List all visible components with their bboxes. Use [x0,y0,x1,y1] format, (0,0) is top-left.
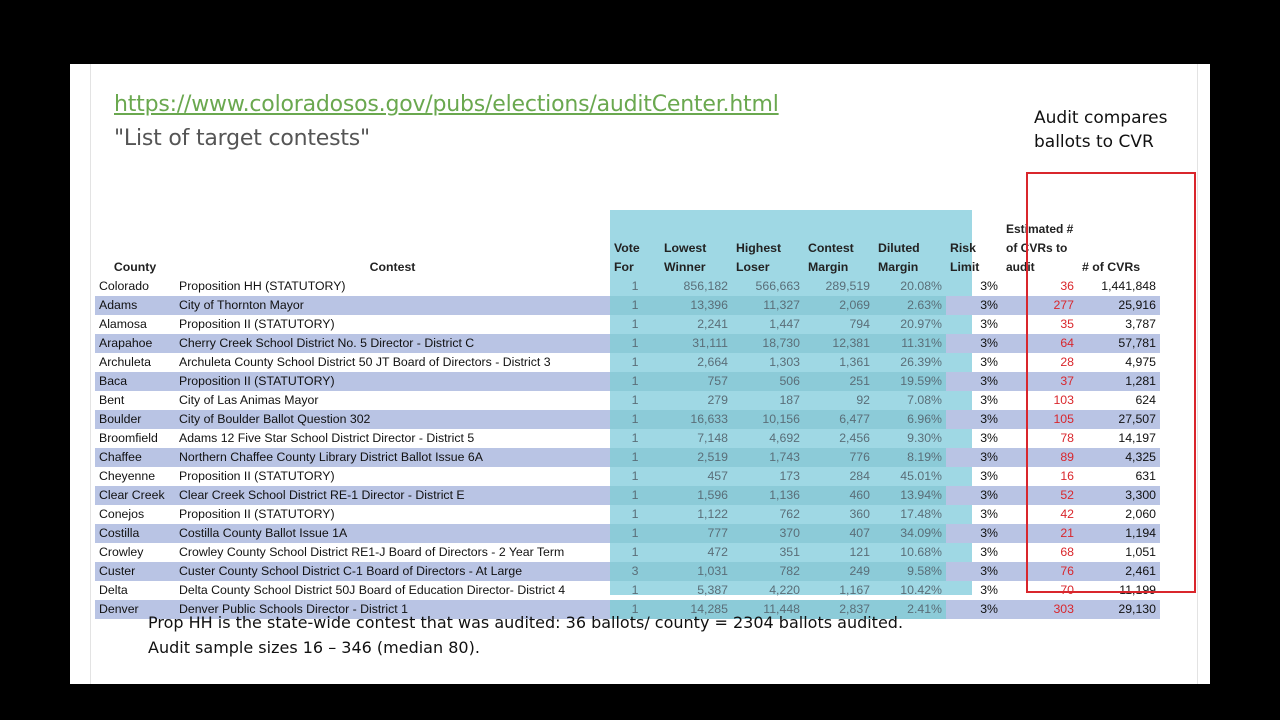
cell-risk-limit: 3% [980,431,998,445]
cell-num-cvrs: 14,197 [1118,431,1156,445]
table-row [95,296,1160,315]
cell-num-cvrs: 25,916 [1078,296,1160,315]
cell-lowest-winner: 457 [707,469,728,483]
cell-diluted-margin: 20.08% [900,279,942,293]
cell-vote-for: 1 [610,486,660,505]
cell-diluted-margin: 7.08% [907,393,942,407]
cell-contest-margin: 1,361 [839,355,870,369]
cell-num-cvrs: 3,300 [1078,486,1160,505]
cell-lowest-winner: 757 [660,372,732,391]
cell-num-cvrs: 11,199 [1119,583,1156,597]
cell-risk-limit: 3% [946,334,1002,353]
cell-diluted-margin: 10.42% [900,583,942,597]
header-vote-for: Vote For [614,241,640,274]
cell-contest-margin: 2,837 [804,600,874,619]
cell-contest: Adams 12 Five Star School District Director - District 5 [179,431,475,445]
cell-lowest-winner: 5,387 [697,583,728,597]
cell-highest-loser: 762 [779,507,800,521]
cell-county: Custer [95,562,175,581]
cell-estimated-cvrs: 70 [1060,583,1074,597]
cell-lowest-winner: 472 [707,545,728,559]
cell-contest: Proposition HH (STATUTORY) [179,279,346,293]
cell-lowest-winner: 2,241 [697,317,728,331]
cell-highest-loser: 18,730 [732,334,804,353]
table-row [95,410,1160,429]
table-row [95,467,1160,486]
cell-contest-margin: 12,381 [804,334,874,353]
slide-subtitle: "List of target contests" [114,126,370,151]
cell-county: Clear Creek [95,486,175,505]
cell-lowest-winner: 2,664 [697,355,728,369]
cell-diluted-margin: 11.31% [874,334,946,353]
table-row [95,543,1160,562]
cell-contest: Crowley County School District RE1-J Board of Directors - 2 Year Term [179,545,565,559]
cell-contest-margin: 2,069 [804,296,874,315]
cell-vote-for: 1 [631,317,639,331]
cell-contest: Costilla County Ballot Issue 1A [175,524,610,543]
cell-county: Broomfield [99,431,158,445]
cell-county: Cheyenne [99,469,156,483]
table-clip [70,64,1210,616]
cell-contest: City of Las Animas Mayor [179,393,319,407]
cell-vote-for: 1 [631,279,639,293]
cell-vote-for: 1 [631,545,639,559]
cell-risk-limit: 3% [946,448,1002,467]
cell-estimated-cvrs: 64 [1002,334,1078,353]
cell-contest: Proposition II (STATUTORY) [179,507,335,521]
cell-risk-limit: 3% [980,469,998,483]
table-header-row [95,220,1160,277]
cell-vote-for: 1 [631,583,639,597]
cell-highest-loser: 351 [779,545,800,559]
cell-county: Adams [95,296,175,315]
cell-contest: Cherry Creek School District No. 5 Director - District C [175,334,610,353]
cell-county: Archuleta [99,355,151,369]
cell-diluted-margin: 8.19% [874,448,946,467]
cell-county: Arapahoe [95,334,175,353]
cell-contest-margin: 6,477 [804,410,874,429]
cell-vote-for: 1 [631,393,639,407]
cell-estimated-cvrs: 76 [1002,562,1078,581]
table-row [95,448,1160,467]
cell-risk-limit: 3% [946,296,1002,315]
header-num-cvrs: # of CVRs [1082,260,1141,274]
cell-contest-margin: 121 [849,545,870,559]
footer-note-line-1: Prop HH is the state-wide contest that was audited: 36 ballots/ county = 2304 ballots audited. [148,613,904,632]
cell-vote-for: 1 [631,355,639,369]
cell-county: Delta [99,583,128,597]
table-row [95,562,1160,581]
cell-lowest-winner: 13,396 [660,296,732,315]
cell-lowest-winner: 279 [707,393,728,407]
cell-estimated-cvrs: 103 [1053,393,1074,407]
cell-county: Crowley [99,545,144,559]
cell-diluted-margin: 45.01% [900,469,942,483]
cell-num-cvrs: 631 [1135,469,1156,483]
cell-highest-loser: 1,136 [732,486,804,505]
cell-county: Conejos [99,507,145,521]
cell-highest-loser: 173 [779,469,800,483]
cell-highest-loser: 782 [732,562,804,581]
side-note-line-2: ballots to CVR [1034,132,1154,152]
table-row [95,505,1160,524]
cell-contest-margin: 776 [804,448,874,467]
cell-highest-loser: 370 [732,524,804,543]
cell-lowest-winner: 31,111 [660,334,732,353]
cell-contest: Northern Chaffee County Library District Ballot Issue 6A [175,448,610,467]
table-row [95,391,1160,410]
cell-estimated-cvrs: 28 [1060,355,1074,369]
cell-contest: Clear Creek School District RE-1 Director - District E [175,486,610,505]
cell-county: Denver [95,600,175,619]
table-row [95,353,1160,372]
header-county: County [113,260,157,274]
cell-contest: City of Boulder Ballot Question 302 [175,410,610,429]
cell-num-cvrs: 1,281 [1078,372,1160,391]
cell-highest-loser: 506 [732,372,804,391]
cell-estimated-cvrs: 16 [1060,469,1074,483]
cell-estimated-cvrs: 21 [1002,524,1078,543]
cell-lowest-winner: 777 [660,524,732,543]
cell-estimated-cvrs: 37 [1002,372,1078,391]
cell-lowest-winner: 14,285 [660,600,732,619]
cell-num-cvrs: 4,325 [1078,448,1160,467]
cell-highest-loser: 1,303 [769,355,800,369]
cell-diluted-margin: 34.09% [874,524,946,543]
cell-diluted-margin: 6.96% [874,410,946,429]
cell-estimated-cvrs: 35 [1060,317,1074,331]
cell-diluted-margin: 9.30% [907,431,942,445]
table-row [95,429,1160,448]
cell-estimated-cvrs: 89 [1002,448,1078,467]
cell-estimated-cvrs: 78 [1060,431,1074,445]
cell-vote-for: 1 [631,507,639,521]
cell-contest: Delta County School District 50J Board of Education Director- District 4 [179,583,566,597]
cell-estimated-cvrs: 303 [1002,600,1078,619]
cell-contest-margin: 407 [804,524,874,543]
cell-lowest-winner: 1,596 [660,486,732,505]
cell-risk-limit: 3% [980,583,998,597]
cell-risk-limit: 3% [946,486,1002,505]
cell-lowest-winner: 16,633 [660,410,732,429]
cell-county: Colorado [99,279,149,293]
cell-contest: Denver Public Schools Director - District 1 [175,600,610,619]
cell-num-cvrs: 624 [1135,393,1156,407]
cell-highest-loser: 1,447 [769,317,800,331]
cell-num-cvrs: 57,781 [1078,334,1160,353]
cell-risk-limit: 3% [946,600,1002,619]
cell-highest-loser: 4,220 [769,583,800,597]
header-diluted-margin: Diluted Margin [878,241,920,274]
cell-highest-loser: 187 [779,393,800,407]
cell-contest-margin: 92 [856,393,870,407]
cell-risk-limit: 3% [980,393,998,407]
header-highest-loser: Highest Loser [736,241,782,274]
cell-contest: Archuleta County School District 50 JT Board of Directors - District 3 [179,355,551,369]
cell-highest-loser: 10,156 [732,410,804,429]
cell-estimated-cvrs: 42 [1060,507,1074,521]
cell-num-cvrs: 2,060 [1125,507,1156,521]
cell-estimated-cvrs: 36 [1060,279,1074,293]
footer-note-line-2: Audit sample sizes 16 – 346 (median 80). [148,638,480,657]
cell-contest-margin: 249 [804,562,874,581]
cell-diluted-margin: 10.68% [900,545,942,559]
cell-risk-limit: 3% [980,355,998,369]
cell-vote-for: 1 [631,431,639,445]
cell-lowest-winner: 1,122 [697,507,728,521]
cell-num-cvrs: 4,975 [1125,355,1156,369]
cell-diluted-margin: 9.58% [874,562,946,581]
cell-risk-limit: 3% [946,372,1002,391]
cell-contest-margin: 794 [849,317,870,331]
table-row [95,581,1160,600]
table-row [95,315,1160,334]
cell-highest-loser: 4,692 [769,431,800,445]
cell-contest-margin: 460 [804,486,874,505]
cell-highest-loser: 11,327 [732,296,804,315]
cell-risk-limit: 3% [980,507,998,521]
cell-vote-for: 1 [610,448,660,467]
cell-diluted-margin: 2.41% [874,600,946,619]
header-lowest-winner: Lowest Winner [664,241,707,274]
cell-contest-margin: 1,167 [839,583,870,597]
table-body [95,277,1160,619]
cell-diluted-margin: 2.63% [874,296,946,315]
cell-vote-for: 1 [610,524,660,543]
cell-contest: Proposition II (STATUTORY) [179,317,335,331]
cell-diluted-margin: 19.59% [874,372,946,391]
cell-vote-for: 1 [610,372,660,391]
cell-diluted-margin: 17.48% [900,507,942,521]
cell-vote-for: 1 [631,469,639,483]
cell-county: Costilla [95,524,175,543]
cell-diluted-margin: 26.39% [900,355,942,369]
cell-num-cvrs: 29,130 [1078,600,1160,619]
cell-num-cvrs: 1,051 [1125,545,1156,559]
cell-diluted-margin: 13.94% [874,486,946,505]
target-contests-table [95,220,1160,619]
cell-contest-margin: 284 [849,469,870,483]
cell-highest-loser: 11,448 [732,600,804,619]
cell-county: Chaffee [95,448,175,467]
cell-estimated-cvrs: 52 [1002,486,1078,505]
cell-county: Boulder [95,410,175,429]
cell-highest-loser: 1,743 [732,448,804,467]
cell-vote-for: 1 [610,600,660,619]
cell-risk-limit: 3% [946,410,1002,429]
cell-contest: Custer County School District C-1 Board of Directors - At Large [175,562,610,581]
cell-highest-loser: 566,663 [755,279,800,293]
slide [70,64,1210,684]
cell-num-cvrs: 1,441,848 [1101,279,1156,293]
cell-risk-limit: 3% [980,279,998,293]
header-risk-limit: Risk Limit [950,241,980,274]
cell-contest: City of Thornton Mayor [175,296,610,315]
header-contest: Contest [369,260,416,274]
table-row [95,486,1160,505]
cell-lowest-winner: 7,148 [697,431,728,445]
cell-num-cvrs: 27,507 [1078,410,1160,429]
cell-contest-margin: 251 [804,372,874,391]
table-row [95,277,1160,296]
cell-risk-limit: 3% [980,317,998,331]
header-estimated-cvrs: Estimated # of CVRs to audit [1006,222,1074,274]
side-note-line-1: Audit compares [1034,108,1168,128]
cell-num-cvrs: 1,194 [1078,524,1160,543]
cell-num-cvrs: 2,461 [1078,562,1160,581]
cell-risk-limit: 3% [980,545,998,559]
cell-county: Alamosa [99,317,147,331]
cell-contest: Proposition II (STATUTORY) [175,372,610,391]
cell-vote-for: 1 [610,296,660,315]
footer-note [148,610,903,660]
cell-county: Baca [95,372,175,391]
cell-contest-margin: 360 [849,507,870,521]
cell-lowest-winner: 1,031 [660,562,732,581]
cell-num-cvrs: 3,787 [1125,317,1156,331]
cell-lowest-winner: 2,519 [660,448,732,467]
cell-county: Bent [99,393,125,407]
cell-estimated-cvrs: 277 [1002,296,1078,315]
cell-vote-for: 3 [610,562,660,581]
cell-lowest-winner: 856,182 [683,279,728,293]
table-row [95,334,1160,353]
cell-risk-limit: 3% [946,524,1002,543]
audit-center-link[interactable]: https://www.coloradosos.gov/pubs/elections/auditCenter.html [114,92,779,117]
cell-estimated-cvrs: 68 [1060,545,1074,559]
cell-contest-margin: 289,519 [825,279,870,293]
table-row [95,372,1160,391]
cell-estimated-cvrs: 105 [1002,410,1078,429]
cvr-highlight-box [1026,172,1196,593]
header-contest-margin: Contest Margin [808,241,854,274]
cell-contest-margin: 2,456 [839,431,870,445]
cell-contest: Proposition II (STATUTORY) [179,469,335,483]
cell-risk-limit: 3% [946,562,1002,581]
cell-vote-for: 1 [610,410,660,429]
cell-vote-for: 1 [610,334,660,353]
cell-diluted-margin: 20.97% [900,317,942,331]
table-row [95,524,1160,543]
